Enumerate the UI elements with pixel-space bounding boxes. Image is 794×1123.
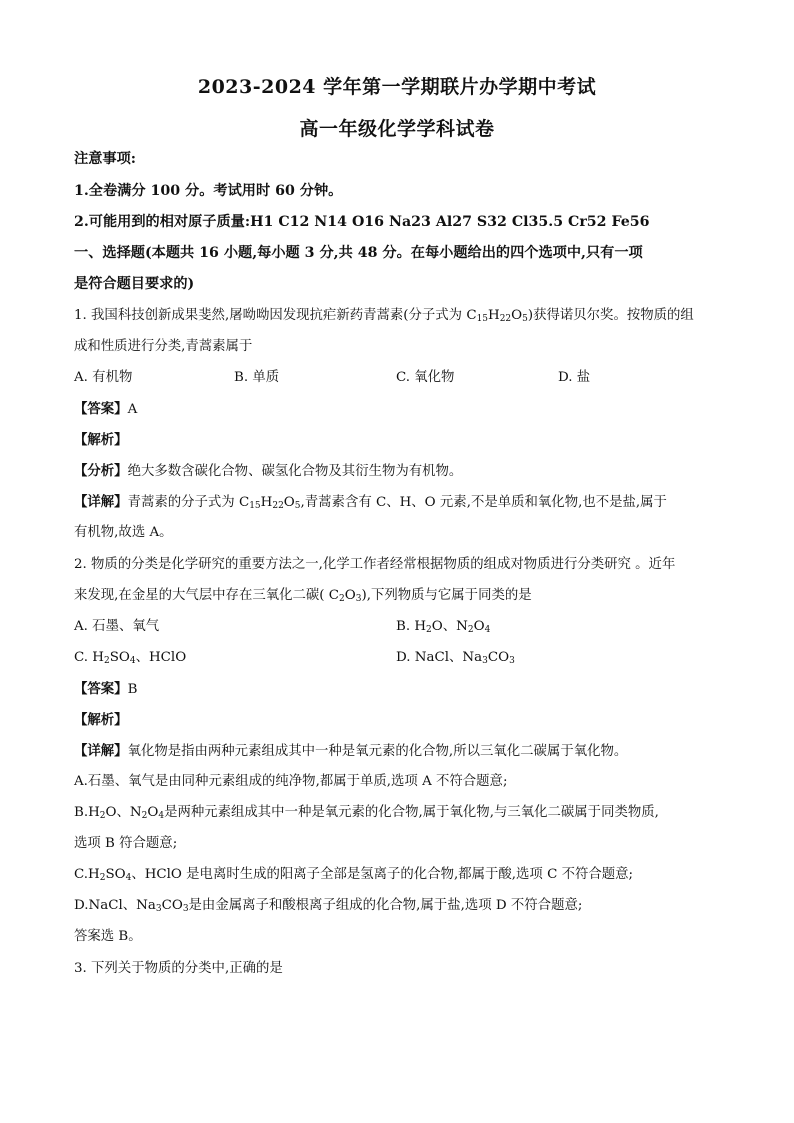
- q2-detail: 【详解】氧化物是指由两种元素组成其中一种是氧元素的化合物,所以三氧化二碳属于氧化物。: [74, 743, 628, 759]
- q2-stem-line1: 2. 物质的分类是化学研究的重要方法之一,化学工作者经常根据物质的组成对物质进行分类研究 。近年: [74, 557, 676, 572]
- q1-fenxi: 【分析】绝大多数含碳化合物、碳氢化合物及其衍生物为有机物。: [74, 463, 463, 479]
- q3-stem: 3. 下列关于物质的分类中,正确的是: [74, 961, 283, 976]
- q1-option-a: A. 有机物: [74, 370, 133, 385]
- q1-stem-line2: 成和性质进行分类,青蒿素属于: [74, 339, 253, 354]
- q2-answer: 【答案】B: [74, 681, 138, 697]
- q2-detail-d: D.NaCl、$Na_3CO_3$是由金属离子和酸根离子组成的化合物,属于盐,选项 D 不符合题意;: [74, 898, 583, 914]
- q2-conclusion: 答案选 B。: [74, 929, 142, 944]
- q2-option-b: B. $H_2O$、$N_2O_4$: [396, 619, 491, 635]
- q2-detail-b-line2: 选项 B 符合题意;: [74, 836, 178, 851]
- q1-detail-line2: 有机物,故选 A。: [74, 525, 173, 540]
- q1-option-b: B. 单质: [234, 370, 280, 385]
- q2-option-a: A. 石墨、氧气: [74, 619, 160, 634]
- q2-stem-line2: 来发现,在金星的大气层中存在三氧化二碳( $C_2O_3$),下列物质与它属于同类的是: [74, 588, 532, 604]
- q1-option-d: D. 盐: [558, 370, 591, 385]
- q1-analysis-tag: 【解析】: [74, 432, 128, 448]
- notes-item-2: 2.可能用到的相对原子质量:H1 C12 N14 O16 Na23 Al27 S32 Cl35.5 Cr52 Fe56: [74, 214, 650, 230]
- q2-option-c: C. $H_2SO_4$、HClO: [74, 650, 187, 666]
- q1-stem-line1: 1. 我国科技创新成果斐然,屠呦呦因发现抗疟新药青蒿素(分子式为 $C_{15}H_{22}O_5$)获得诺贝尔奖。按物质的组: [74, 308, 694, 324]
- q1-detail-line1: 【详解】青蒿素的分子式为 $C_{15}H_{22}O_5$,青蒿素含有 C、H、O 元素,不是单质和氧化物,也不是盐,属于: [74, 494, 667, 511]
- exam-title: 2023-2024 学年第一学期联片办学期中考试: [197, 76, 597, 98]
- section-heading-line1: 一、选择题(本题共 16 小题,每小题 3 分,共 48 分。在每小题给出的四个选项中,只有一项: [74, 245, 643, 261]
- q2-detail-a: A.石墨、氧气是由同种元素组成的纯净物,都属于单质,选项 A 不符合题意;: [74, 774, 508, 789]
- notes-heading: 注意事项:: [74, 151, 136, 167]
- q1-option-c: C. 氧化物: [396, 370, 455, 385]
- notes-item-1: 1.全卷满分 100 分。考试用时 60 分钟。: [74, 183, 343, 199]
- q2-detail-b-line1: $B.H_2O$、$N_2O_4$是两种元素组成其中一种是氧元素的化合物,属于氧化物,与三氧化二碳属于同类物质,: [74, 805, 659, 821]
- section-heading-line2: 是符合题目要求的): [74, 276, 195, 292]
- exam-subtitle: 高一年级化学学科试卷: [299, 118, 495, 140]
- q1-answer: 【答案】A: [74, 401, 138, 417]
- q2-option-d: D. NaCl、$Na_3CO_3$: [396, 650, 515, 666]
- q2-detail-c: $C.H_2SO_4$、HClO 是电离时生成的阳离子全部是氢离子的化合物,都属于酸,选项 C 不符合题意;: [74, 867, 634, 883]
- q2-analysis-tag: 【解析】: [74, 712, 128, 728]
